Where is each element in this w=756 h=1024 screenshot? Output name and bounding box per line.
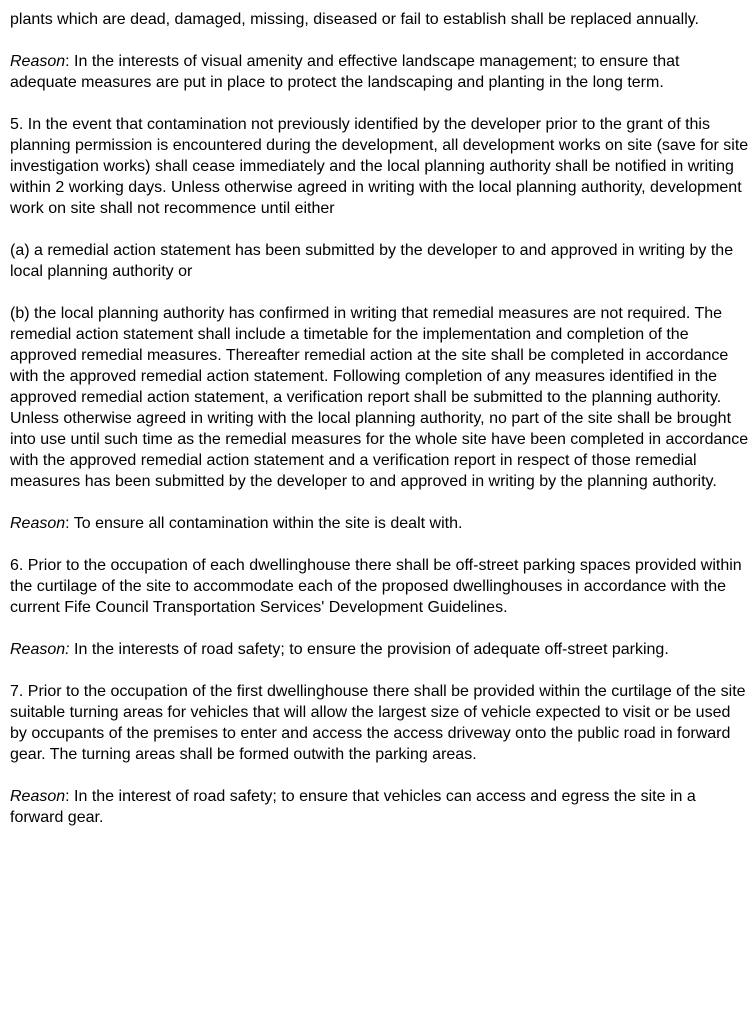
paragraph-text: 7. Prior to the occupation of the first dwellinghouse there shall be provided within the curtilage of the site suitable turning areas for vehicles that will allow the largest size of vehicle expected to visit or be used by occupants of the premises to enter and access the access driveway onto the public road in forward gear. The turning areas shall be formed outwith the parking areas. [10,683,746,763]
reason-turning-areas [10,786,750,828]
condition-5-option-b [10,303,750,492]
reason-label: Reason [10,515,66,532]
reason-label: Reason [10,53,66,70]
reason-label: Reason [10,788,66,805]
reason-landscaping [10,51,750,93]
paragraph-text: 6. Prior to the occupation of each dwellinghouse there shall be off-street parking spaces provided within the curtilage of the site to accommodate each of the proposed dwellinghouses in accordance with the current Fife Council Transportation Services' Development Guidelines. [10,557,742,616]
reason-text: In the interests of road safety; to ensure the provision of adequate off-street parking. [69,641,669,658]
reason-parking [10,639,750,660]
paragraph-text: 5. In the event that contamination not previously identified by the developer prior to the grant of this planning permission is encountered during the development, all development works on site (save for site investigation works) shall cease immediately and the local planning authority shall be notified in writing within 2 working days. Unless otherwise agreed in writing with the local planning authority, development work on site shall not recommence until either [10,116,749,217]
paragraph-text: plants which are dead, damaged, missing, diseased or fail to establish shall be replaced annually. [10,11,699,28]
condition-5-contamination [10,114,750,219]
paragraph-landscaping-continuation [10,9,750,30]
paragraph-text: (a) a remedial action statement has been submitted by the developer to and approved in writing by the local planning authority or [10,242,734,280]
reason-label: Reason: [10,641,70,658]
reason-text: : In the interest of road safety; to ensure that vehicles can access and egress the site in a forward gear. [10,788,696,826]
condition-6-parking [10,555,750,618]
condition-5-option-a [10,240,750,282]
reason-text: : To ensure all contamination within the site is dealt with. [65,515,463,532]
condition-7-turning-areas [10,681,750,765]
reason-text: : In the interests of visual amenity and effective landscape management; to ensure that adequate measures are put in place to protect the landscaping and planting in the long term. [10,53,680,91]
reason-contamination [10,513,750,534]
paragraph-text: (b) the local planning authority has confirmed in writing that remedial measures are not required. The remedial action statement shall include a timetable for the implementation and completion of the approved remedial measures. Thereafter remedial action at the site shall be completed in accordance with the approved remedial action statement. Following completion of any measures identified in the approved remedial action statement, a verification report shall be submitted to the planning authority. Unless otherwise agreed in writing with the local planning authority, no part of the site shall be brought into use until such time as the remedial measures for the whole site have been completed in accordance with the approved remedial action statement and a verification report in respect of those remedial measures has been submitted by the developer to and approved in writing by the planning authority. [10,305,749,490]
